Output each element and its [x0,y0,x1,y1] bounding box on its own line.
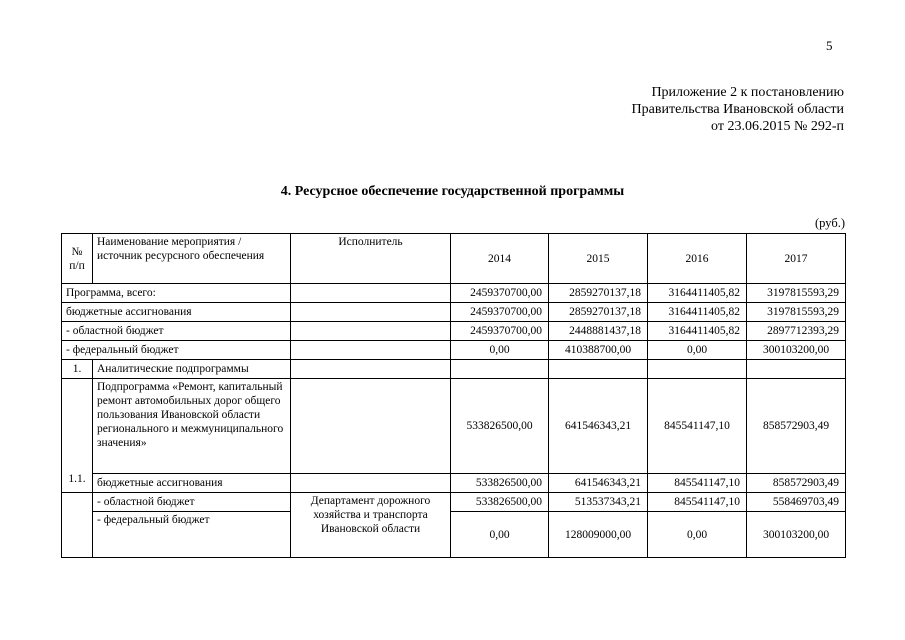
page-number: 5 [826,38,833,53]
value-cell: 533826500,00 [451,493,549,512]
value-cell: 300103200,00 [747,341,846,360]
value-cell [549,360,648,379]
header-year-2017: 2017 [747,234,846,284]
header-executor: Исполнитель [291,234,451,284]
currency-unit: (руб.) [815,216,845,230]
value-cell: 2459370700,00 [451,303,549,322]
row-label: бюджетные ассигнования [62,303,291,322]
row-label: - федеральный бюджет [62,341,291,360]
value-cell: 845541147,10 [648,379,747,474]
value-cell: 3164411405,82 [648,284,747,303]
value-cell: 2459370700,00 [451,322,549,341]
executor-cell [291,474,451,493]
value-cell: 0,00 [451,512,549,558]
section-num: 1. [62,360,93,379]
table-row [62,474,846,493]
table-row [62,284,846,303]
row-label: - областной бюджет [93,493,291,512]
value-cell: 410388700,00 [549,341,648,360]
value-cell [747,360,846,379]
value-cell: 641546343,21 [549,474,648,493]
table-row [62,512,846,558]
subprogram-label: Подпрограмма «Ремонт, капитальный ремонт автомобильных дорог общего пользования Ивановской области регионального и межмуниципального значения» [93,379,291,474]
value-cell: 0,00 [451,341,549,360]
table-row [62,303,846,322]
executor-cell [291,341,451,360]
value-cell: 533826500,00 [451,379,549,474]
value-cell: 858572903,49 [747,379,846,474]
value-cell: 2859270137,18 [549,284,648,303]
value-cell: 2448881437,18 [549,322,648,341]
executor-cell [291,360,451,379]
executor-cell [291,303,451,322]
executor-cell [291,322,451,341]
header-year-2015: 2015 [549,234,648,284]
row-label: бюджетные ассигнования [93,474,291,493]
table-row [62,493,846,512]
value-cell [648,360,747,379]
header-year-2014: 2014 [451,234,549,284]
value-cell: 0,00 [648,341,747,360]
appendix-line-1: Приложение 2 к постановлению [651,85,844,100]
value-cell: 3164411405,82 [648,322,747,341]
subprogram-row [62,379,846,474]
value-cell: 3197815593,29 [747,284,846,303]
header-name: Наименование мероприятия / источник ресурсного обеспечения [93,234,291,284]
value-cell: 641546343,21 [549,379,648,474]
row-label: Программа, всего: [62,284,291,303]
section-row [62,360,846,379]
row-label: - областной бюджет [62,322,291,341]
value-cell: 3164411405,82 [648,303,747,322]
section-label: Аналитические подпрограммы [93,360,291,379]
value-cell: 533826500,00 [451,474,549,493]
subprogram-num: 1.1. [62,379,93,493]
value-cell: 2859270137,18 [549,303,648,322]
table-row [62,322,846,341]
row-label: - федеральный бюджет [93,512,291,558]
value-cell [451,360,549,379]
value-cell: 858572903,49 [747,474,846,493]
value-cell: 558469703,49 [747,493,846,512]
value-cell: 2459370700,00 [451,284,549,303]
value-cell: 513537343,21 [549,493,648,512]
resource-table [61,233,846,558]
executor-cell: Департамент дорожного хозяйства и транспорта Ивановской области [291,493,451,558]
table-row [62,341,846,360]
table-header-row [62,234,846,284]
value-cell: 3197815593,29 [747,303,846,322]
header-num: № п/п [62,234,93,284]
executor-cell [291,284,451,303]
empty-num-cell [62,493,93,558]
appendix-line-3: от 23.06.2015 № 292-п [711,119,844,134]
appendix-line-2: Правительства Ивановской области [631,102,844,117]
value-cell: 845541147,10 [648,474,747,493]
value-cell: 845541147,10 [648,493,747,512]
document-title: 4. Ресурсное обеспечение государственной программы [280,184,625,199]
value-cell: 128009000,00 [549,512,648,558]
executor-cell [291,379,451,474]
value-cell: 2897712393,29 [747,322,846,341]
value-cell: 300103200,00 [747,512,846,558]
value-cell: 0,00 [648,512,747,558]
appendix-reference [632,84,844,135]
header-year-2016: 2016 [648,234,747,284]
